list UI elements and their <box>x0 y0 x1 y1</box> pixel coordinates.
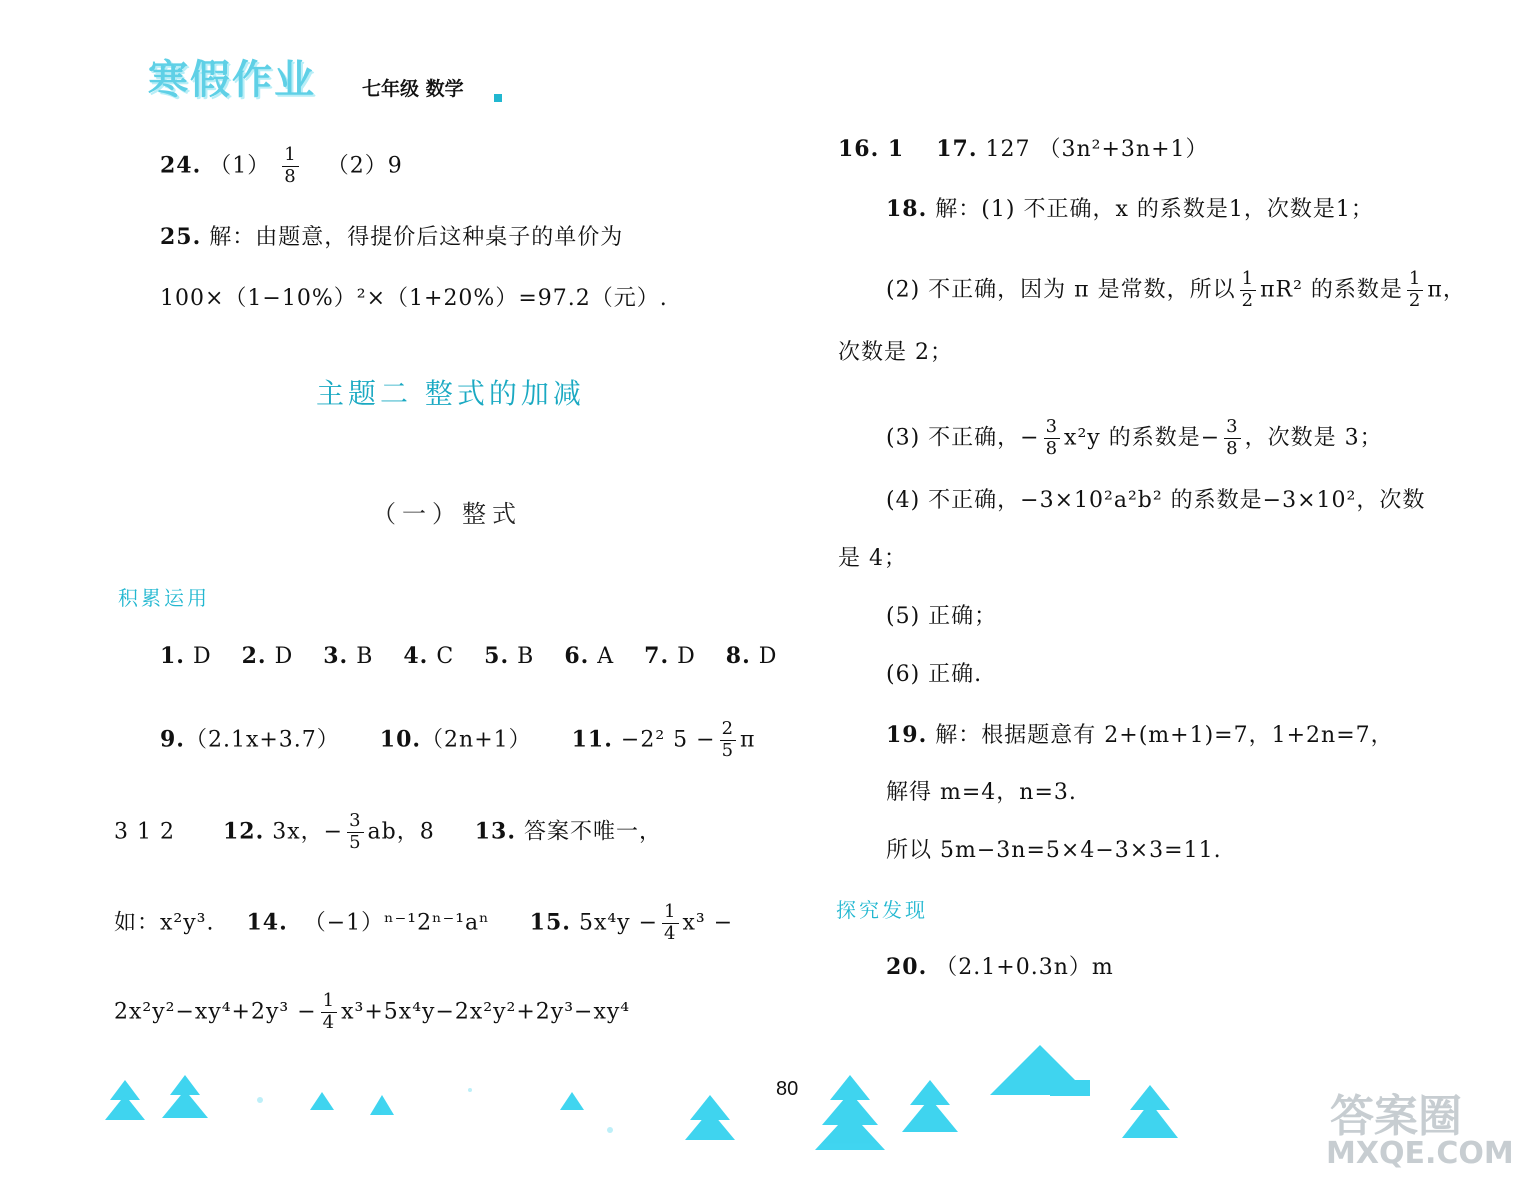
fraction: $\frac{1}{8}$ <box>284 144 297 187</box>
answers-row-5: 2x²y²−xy⁴+2y³ − $\frac{1}{4}$ x³+5x⁴y−2x²y²+2y³−xy⁴ <box>114 990 631 1033</box>
fraction: $\frac{1}{4}$ <box>664 901 677 944</box>
watermark-logo: 答案圈 <box>1330 1091 1462 1142</box>
fraction: $\frac{3}{8}$ <box>1226 416 1239 459</box>
fraction: $\frac{1}{2}$ <box>1241 268 1255 311</box>
answer-18-line3: 次数是 2； <box>838 340 953 365</box>
answer-25-line2: 100×（1−10%）²×（1+20%）=97.2（元）. <box>160 286 668 311</box>
answer-19-line2: 解得 m=4，n=3. <box>886 780 1077 805</box>
book-logo: 寒假作业 <box>148 57 316 103</box>
section-title: 主题二 整式的加减 <box>316 377 585 410</box>
answer-18-line6: 是 4； <box>838 546 907 571</box>
answers-row-4: 如：x²y³. 14. （−1）ⁿ⁻¹2ⁿ⁻¹aⁿ 15. 5x⁴y − $\frac{1}{4}$ x³ − <box>114 901 734 944</box>
answer-18-line7: (5) 正确； <box>886 604 998 629</box>
answer-18-line4: (3) 不正确，− $\frac{3}{8}$ x²y 的系数是− $\frac{3}{8}$ ，次数是 3； <box>886 416 1383 459</box>
answer-18-line1: 18. 解：(1) 不正确，x 的系数是1，次数是1； <box>886 196 1374 222</box>
answers-row-1: 1. D 2. D 3. B 4. C 5. B 6. A 7. D 8. D <box>160 643 778 669</box>
page-number: 80 <box>776 1078 799 1100</box>
fraction: $\frac{2}{5}$ <box>721 718 735 761</box>
answer-18-line2: (2) 不正确，因为 π 是常数，所以 $\frac{1}{2}$ πR² 的系数是 $\frac{1}{2}$ π， <box>886 268 1466 311</box>
fraction: $\frac{3}{8}$ <box>1045 416 1059 459</box>
answer-24: 24. （1） $\frac{1}{8}$ （2）9 <box>160 144 403 187</box>
fraction: $\frac{1}{4}$ <box>322 990 336 1033</box>
category-label-accumulate: 积累运用 <box>118 586 210 610</box>
answer-18-line5: (4) 不正确，−3×10²a²b² 的系数是−3×10²，次数 <box>886 488 1426 513</box>
category-label-explore: 探究发现 <box>836 898 928 922</box>
grade-subject: 七年级 数学 <box>362 78 464 100</box>
snow-trees-decoration <box>90 1040 1430 1160</box>
answer-25-line1: 25. 解：由题意，得提价后这种桌子的单价为 <box>160 224 624 250</box>
answer-19-line1: 19. 解：根据题意有 2+(m+1)=7，1+2n=7， <box>886 722 1394 748</box>
fraction: $\frac{1}{2}$ <box>1408 268 1422 311</box>
answer-18-line8: (6) 正确. <box>886 662 983 687</box>
answer-19-line3: 所以 5m−3n=5×4−3×3=11. <box>886 838 1222 863</box>
answers-row-2: 9.（2.1x+3.7） 10.（2n+1） 11. −2² 5 − $\frac{2}{5}$ π <box>160 718 756 761</box>
answer-20: 20. （2.1+0.3n）m <box>886 954 1114 980</box>
fraction: $\frac{3}{5}$ <box>349 810 362 853</box>
sub-title: （一）整式 <box>372 500 522 528</box>
answers-row-3: 3 1 2 12. 3x，− $\frac{3}{5}$ ab，8 13. 答案不唯一， <box>114 810 662 853</box>
header-dot <box>494 94 502 102</box>
answers-16-17: 16. 1 17. 127 （3n²+3n+1） <box>838 136 1209 162</box>
watermark-url: MXQE.COM <box>1326 1136 1514 1171</box>
